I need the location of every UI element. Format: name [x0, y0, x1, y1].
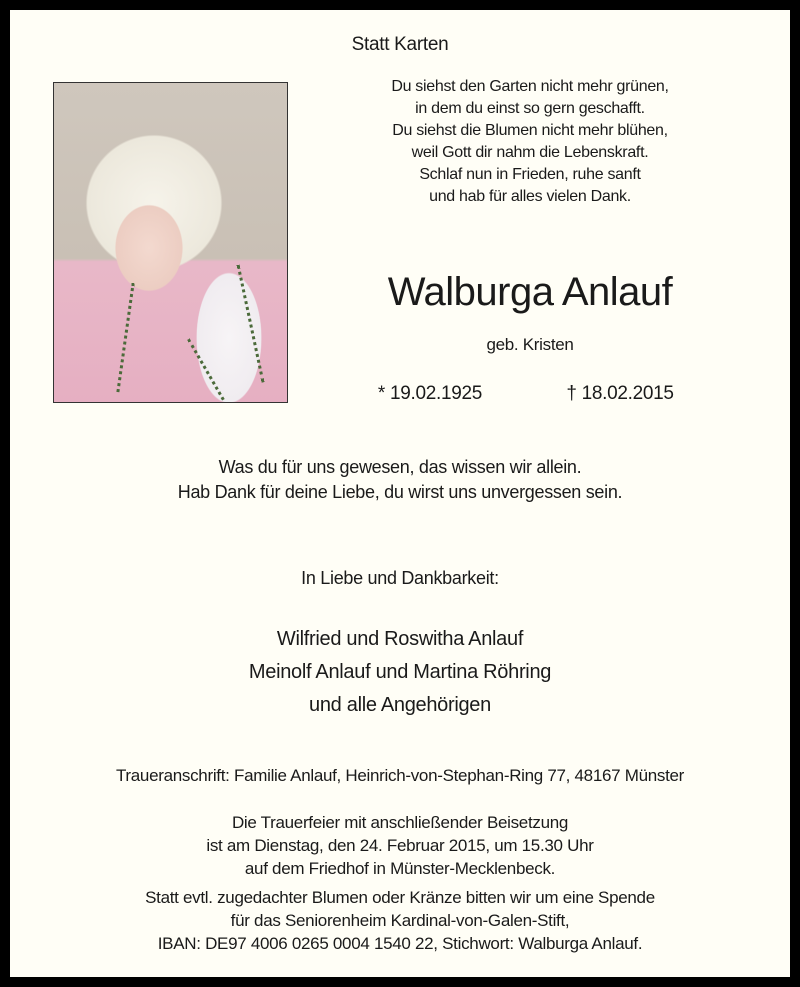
family-line: und alle Angehörigen	[309, 694, 491, 716]
poem-line: Schlaf nun in Frieden, ruhe sanft	[419, 166, 641, 183]
poem-line: weil Gott dir nahm die Lebenskraft.	[411, 144, 649, 161]
death-date: † 18.02.2015	[566, 383, 674, 404]
poem-line: Du siehst die Blumen nicht mehr blühen,	[392, 122, 668, 139]
quote-line: Hab Dank für deine Liebe, du wirst uns unvergessen sein.	[177, 482, 623, 502]
deceased-name: Walburga Anlauf	[387, 270, 673, 314]
funeral-line: Die Trauerfeier mit anschließender Beisetzung	[231, 813, 569, 832]
funeral-line: ist am Dienstag, den 24. Februar 2015, um 15.30 Uhr	[206, 836, 594, 855]
donation-line: Statt evtl. zugedachter Blumen oder Kränze bitten wir um eine Spende	[145, 888, 655, 907]
family-names	[150, 623, 650, 722]
donation-info	[10, 886, 790, 955]
family-line: Meinolf Anlauf und Martina Röhring	[248, 661, 552, 683]
obituary-card	[10, 10, 790, 977]
poem-line: Du siehst den Garten nicht mehr grünen,	[391, 78, 669, 95]
portrait-photo	[53, 82, 288, 403]
poem-line: und hab für alles vielen Dank.	[429, 188, 631, 205]
mourning-address: Traueranschrift: Familie Anlauf, Heinrich-von-Stephan-Ring 77, 48167 Münster	[115, 766, 685, 785]
birth-date: * 19.02.1925	[377, 383, 483, 404]
signoff: In Liebe und Dankbarkeit:	[301, 568, 499, 588]
donation-line: IBAN: DE97 4006 0265 0004 1540 22, Stichwort: Walburga Anlauf.	[157, 934, 643, 953]
maiden-name: geb. Kristen	[486, 335, 574, 354]
funeral-info	[50, 811, 750, 880]
donation-line: für das Seniorenheim Kardinal-von-Galen-Stift,	[230, 911, 570, 930]
poem	[310, 76, 750, 208]
funeral-line: auf dem Friedhof in Münster-Mecklenbeck.	[244, 859, 556, 878]
header-text: Statt Karten	[351, 34, 449, 55]
quote-line: Was du für uns gewesen, das wissen wir allein.	[218, 457, 582, 477]
family-line: Wilfried und Roswitha Anlauf	[276, 628, 524, 650]
poem-line: in dem du einst so gern geschafft.	[415, 100, 645, 117]
quote	[50, 455, 750, 505]
